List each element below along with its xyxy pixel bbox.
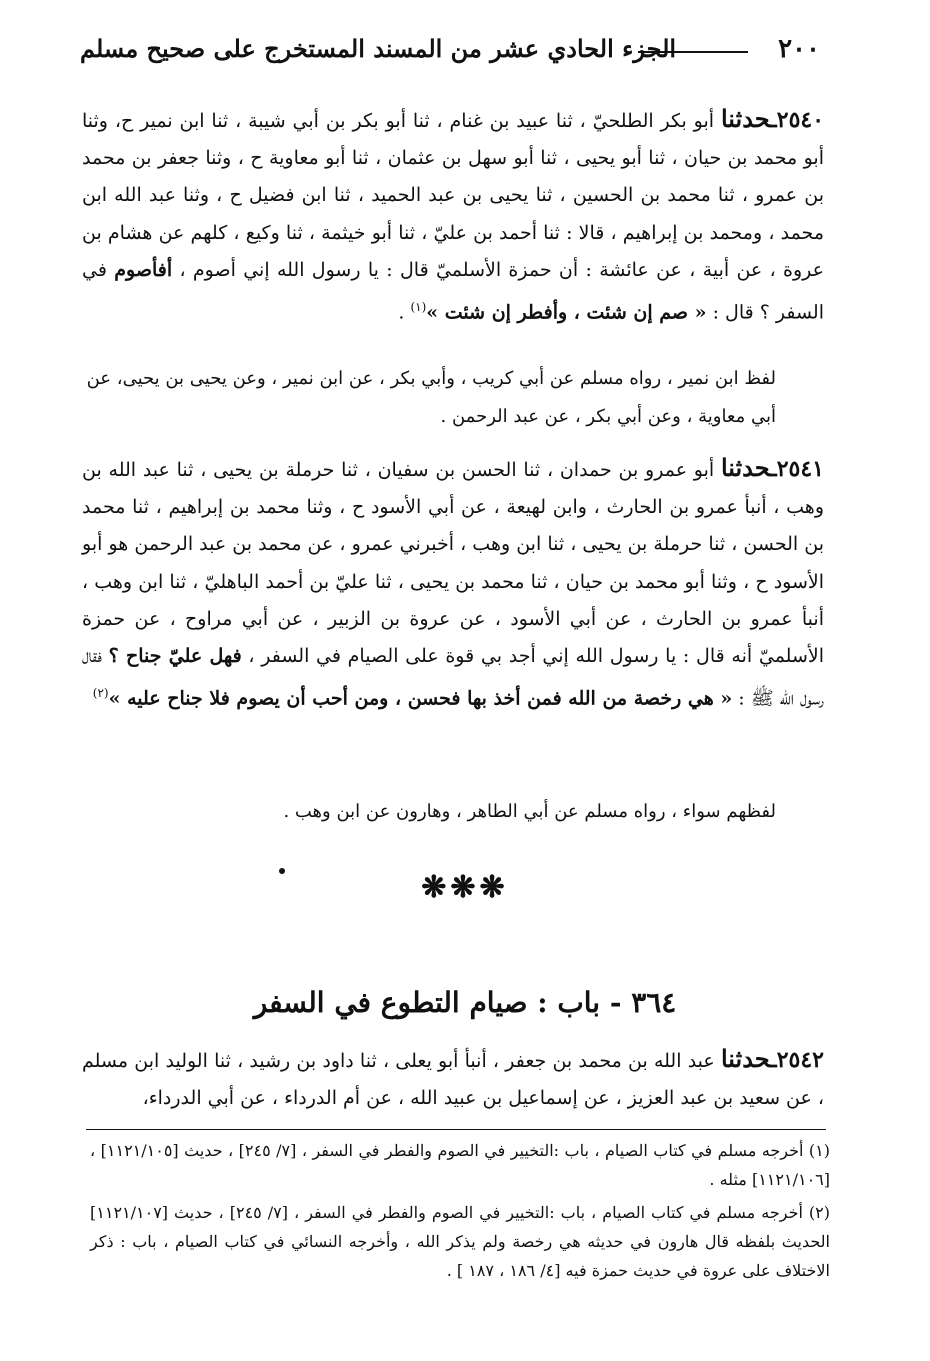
footnote-ref: (١)	[410, 300, 427, 315]
hadith-2541	[82, 449, 824, 718]
running-title: الجزء الحادي عشر من المسند المستخرج على صحيح مسلم	[80, 34, 677, 63]
section-separator: ❋❋❋	[421, 870, 509, 905]
footnotes	[90, 1136, 830, 1289]
hadith-number: ٢٥٤٢ـ	[770, 1047, 824, 1073]
note-2541: لفظهم سواء ، رواه مسلم عن أبي الطاهر ، وهارون عن ابن وهب .	[283, 801, 776, 822]
hadith-2540	[82, 100, 824, 332]
hadith-number: ٢٥٤١ـ	[770, 456, 824, 482]
question-text: فهل عليّ جناح ؟	[108, 645, 242, 668]
end-mark: .	[398, 301, 411, 324]
footnote-ref: (٢)	[92, 686, 109, 701]
isnad-text: أبو عمرو بن حمدان ، ثنا الحسن بن سفيان ، ثنا حرملة بن يحيى ، ثنا عبد الله بن وهب ، أنبأ عمرو بن الحارث ، وابن لهيعة ، عن أبي الأسود ح ، وثنا محمد بن إبراهيم ، ثنا محمد بن الحسن ، ثنا حرملة بن يحيى ، ثنا ابن وهب ، أخبرني عمرو ، عن محمد بن عبد الرحمن هو أبو الأسود ح ، وثنا أبو محمد بن حيان ، ثنا محمد بن يحيى ، ثنا عليّ بن أحمد الباهليّ ، ثنا ابن وهب ، أنبأ عمرو بن الحارث ، عن أبي الأسود ، عن عروة بن الزبير ، عن أبي مراوح ، عن حمزة الأسلميّ أنه قال : يا رسول الله إني أجد بي قوة على الصيام في السفر ،	[82, 459, 824, 668]
note-2540: لفظ ابن نمير ، رواه مسلم عن أبي كريب ، وأبي بكر ، عن ابن نمير ، وعن يحيى بن يحيى، عن أبي معاوية ، وعن أبي بكر ، عن عبد الرحمن .	[86, 368, 776, 427]
prophetic-quote: « هي رخصة من الله فمن أخذ بها فحسن ، ومن أحب أن يصوم فلا جناح عليه »	[108, 687, 733, 710]
footnote-1: (١) أخرجه مسلم في كتاب الصيام ، باب :التخيير في الصوم والفطر في السفر ، [٧/ ٢٤٥] ، حديث [١١٢١/١٠٥] ، [١١٢١/١٠٦] مثله .	[90, 1141, 830, 1189]
narration-text: في السفر ؟ قال :	[82, 258, 824, 324]
prophetic-quote: « صم إن شئت ، وأفطر إن شئت »	[426, 301, 707, 324]
haddathana-keyword: حدثنا	[720, 453, 771, 482]
isnad-text: أبو بكر الطلحيّ ، ثنا عبيد بن غنام ، ثنا أبو بكر بن أبي شيبة ، ثنا ابن نمير ح، وثنا أبو محمد بن حيان ، ثنا أبو يحيى ، ثنا أبو سهل بن عثمان ، ثنا أبو معاوية ح ، وثنا جعفر بن محمد بن عمرو ، ثنا محمد بن الحسين ، ثنا يحيى بن عبد الحميد ، ثنا ابن فضيل ح ، وثنا عبد الله ابن محمد ، ومحمد بن إبراهيم ، قالا : ثنا أحمد بن عليّ ، ثنا أبو خيثمة ، ثنا وكيع ، كلهم عن هشام بن عروة ، عن أبية ، عن عائشة : أن حمزة الأسلميّ قال : يا رسول الله إني أصوم ،	[82, 110, 824, 281]
footnote-2: (٢) أخرجه مسلم في كتاب الصيام ، باب :التخيير في الصوم والفطر في السفر ، [٧/ ٢٤٥] ، حديث [١١٢١/١٠٧] الحديث بلفظه قال هارون في حديثه هي رخصة ولم يذكر الله ، وأخرجه النسائي في كتاب الصيام ، باب : ذكر الاختلاف على عروة في حديث حمزة فيه [٤/ ١٨٦ ، ١٨٧ ] .	[90, 1203, 831, 1280]
footnote-divider	[86, 1129, 826, 1130]
haddathana-keyword: حدثنا	[720, 1044, 771, 1073]
question-text: أفأصوم	[114, 258, 173, 281]
page-number: ٢٠٠	[778, 34, 820, 64]
isnad-text: عبد الله بن محمد بن جعفر ، أنبأ أبو يعلى ، ثنا داود بن رشيد ، ثنا الوليد ابن مسلم ، عن سعيد بن عبد العزيز ، عن إسماعيل بن عبيد الله ، عن أم الدرداء ، عن أبي الدرداء،	[82, 1050, 824, 1110]
chapter-heading: ٣٦٤ - باب : صيام التطوع في السفر	[253, 986, 677, 1019]
page-header	[80, 34, 820, 74]
hadith-2542	[82, 1040, 824, 1117]
narration-text: فقال رسول الله ﷺ :	[82, 645, 824, 710]
haddathana-keyword: حدثنا	[720, 104, 771, 133]
hadith-number: ٢٥٤٠ـ	[770, 107, 825, 133]
